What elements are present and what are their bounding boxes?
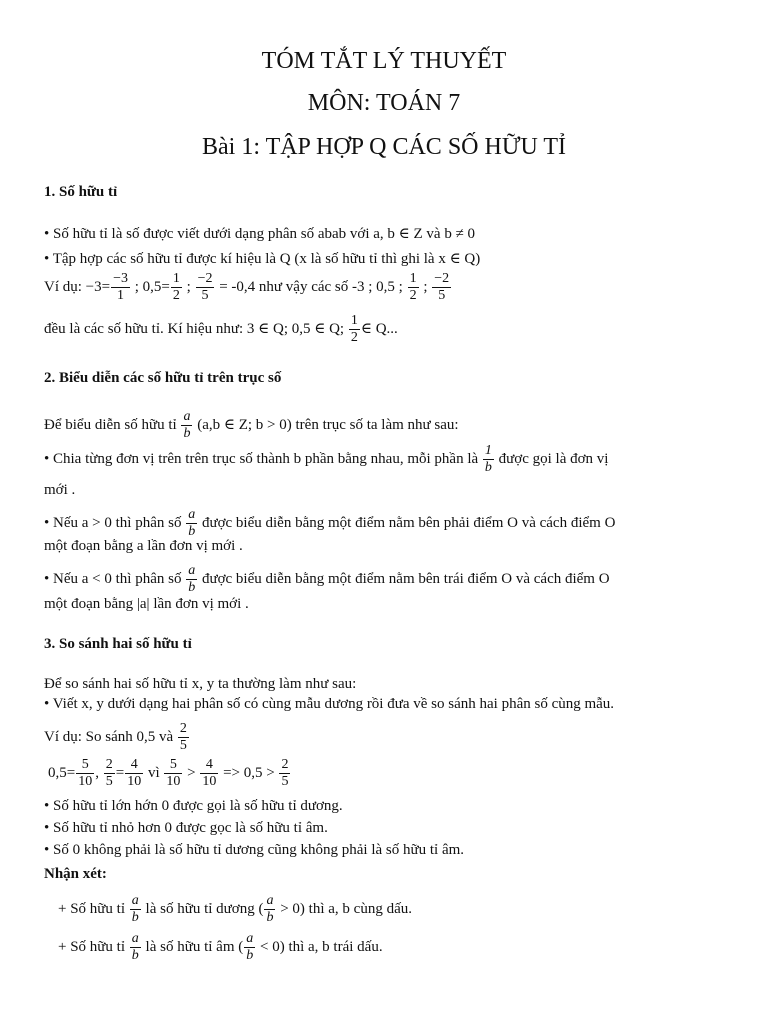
fraction-5-10: $\frac{5}{10}$ xyxy=(78,757,93,789)
s3-remark-2 xyxy=(58,932,383,963)
s3-cmp-a: 0,5= xyxy=(48,764,76,781)
s1-bullet-2: • Tập hợp các số hữu tỉ được kí hiệu là Q (x là số hữu tỉ thì ghi là x ∈ Q) xyxy=(44,251,481,267)
s3-cmp-b: , xyxy=(95,764,99,781)
section-2-heading: 2. Biểu diễn các số hữu tỉ trên trục số xyxy=(44,370,282,386)
s2-bullet-3-cont: một đoạn bằng |a| lần đơn vị mới . xyxy=(44,596,249,612)
s3-bullet-1: • Viết x, y dưới dạng hai phân số có cùng mẫu dương rồi đưa về so sánh hai phân số cùng mẫu. xyxy=(44,696,615,712)
fraction-a-b-6: $\frac{a}{b}$ xyxy=(131,931,139,963)
s1-example-sep2: ; xyxy=(186,278,191,295)
s2-intro xyxy=(44,410,459,441)
s3-intro: Để so sánh hai số hữu tỉ x, y ta thường làm như sau: xyxy=(44,676,357,692)
s3-cmp-c: = xyxy=(115,764,125,781)
s3-remark-2-b: là số hữu tỉ âm ( xyxy=(145,938,244,955)
s1-example-2 xyxy=(44,314,398,345)
s1-example-sep3: ; xyxy=(423,278,428,295)
s3-remark-2-a: + Số hữu tỉ xyxy=(58,938,126,955)
fraction-a-b-7: $\frac{a}{b}$ xyxy=(246,931,254,963)
lesson-title: Bài 1: TẬP HỢP Q CÁC SỐ HỮU TỈ xyxy=(202,134,566,160)
s1-example-prefix: Ví dụ: −3= xyxy=(44,278,111,295)
fraction-1-2-b: $\frac{1}{2}$ xyxy=(409,271,417,303)
s2-intro-b: (a,b ∈ Z; b > 0) trên trục số ta làm như sau: xyxy=(197,416,459,433)
s2-intro-a: Để biểu diễn số hữu tỉ xyxy=(44,416,177,433)
s3-bullet-2: • Số hữu tỉ lớn hớn 0 được gọi là số hữu tỉ dương. xyxy=(44,798,343,814)
s1-example xyxy=(44,272,452,303)
fraction-a-b: $\frac{a}{b}$ xyxy=(183,409,191,441)
s2-bullet-2-a: • Nếu a > 0 thì phân số xyxy=(44,514,182,531)
fraction-4-10: $\frac{4}{10}$ xyxy=(127,757,142,789)
s2-bullet-3-b: được biểu diễn bằng một điểm nằm bên trái điểm O và cách điểm O xyxy=(201,570,610,587)
fraction-2-5-b: $\frac{2}{5}$ xyxy=(105,757,113,789)
s2-bullet-1-cont: mới . xyxy=(44,482,76,498)
s3-example-prefix: Ví dụ: So sánh 0,5 và xyxy=(44,728,174,745)
s3-bullet-4: • Số 0 không phải là số hữu tỉ dương cũng không phải là số hữu tỉ âm. xyxy=(44,842,465,858)
s3-cmp-e: > xyxy=(187,764,196,781)
s3-cmp-d: vì xyxy=(147,764,160,781)
fraction-a-b-4: $\frac{a}{b}$ xyxy=(131,893,139,925)
doc-title: TÓM TẮT LÝ THUYẾT xyxy=(261,48,507,74)
s3-example xyxy=(44,722,190,753)
s3-comparison xyxy=(48,758,291,789)
doc-subject: MÔN: TOÁN 7 xyxy=(307,90,461,116)
fraction-a-b-2: $\frac{a}{b}$ xyxy=(188,507,196,539)
section-3-heading: 3. So sánh hai số hữu tỉ xyxy=(44,636,192,652)
s3-remark-1-a: + Số hữu tỉ xyxy=(58,900,126,917)
section-1-heading: 1. Số hữu tỉ xyxy=(44,184,118,200)
s3-remark-heading: Nhận xét: xyxy=(44,866,107,882)
fraction-1-2-c: $\frac{1}{2}$ xyxy=(350,313,358,345)
fraction-1-b: $\frac{1}{b}$ xyxy=(484,443,492,475)
s2-bullet-2-cont: một đoạn bằng a lần đơn vị mới . xyxy=(44,538,243,554)
s3-cmp-f: => 0,5 > xyxy=(223,764,275,781)
s2-bullet-3-a: • Nếu a < 0 thì phân số xyxy=(44,570,182,587)
fraction-2-5-c: $\frac{2}{5}$ xyxy=(281,757,289,789)
fraction-a-b-5: $\frac{a}{b}$ xyxy=(266,893,274,925)
s2-bullet-1-a: • Chia từng đơn vị trên trên trục số thành b phần bằng nhau, mỗi phần là xyxy=(44,450,479,467)
s2-bullet-2-b: được biểu diễn bằng một điểm nằm bên phải điểm O và cách điểm O xyxy=(201,514,616,531)
fraction-minus2-5: $\frac{-2}{5}$ xyxy=(197,271,213,303)
s3-remark-1-c: > 0) thì a, b cùng dấu. xyxy=(280,900,412,917)
fraction-2-5: $\frac{2}{5}$ xyxy=(179,721,187,753)
s2-bullet-2 xyxy=(44,508,615,539)
s2-bullet-3 xyxy=(44,564,610,595)
fraction-minus3-1: $\frac{-3}{1}$ xyxy=(113,271,128,303)
s1-example-2-suffix: ∈ Q... xyxy=(360,320,398,337)
s1-example-mid: = -0,4 như vậy các số -3 ; 0,5 ; xyxy=(219,278,403,295)
s3-remark-1 xyxy=(58,894,412,925)
s2-bullet-1 xyxy=(44,444,608,475)
s1-example-2-prefix: đều là các số hữu tỉ. Kí hiệu như: 3 ∈ Q; 0,5 ∈ Q; xyxy=(44,320,345,337)
fraction-4-10-b: $\frac{4}{10}$ xyxy=(202,757,217,789)
s3-remark-1-b: là số hữu tỉ dương ( xyxy=(145,900,264,917)
s3-bullet-3: • Số hữu tỉ nhỏ hơn 0 được gọc là số hữu tỉ âm. xyxy=(44,820,328,836)
fraction-5-10-b: $\frac{5}{10}$ xyxy=(166,757,181,789)
s2-bullet-1-b: được gọi là đơn vị xyxy=(498,450,609,467)
s1-bullet-1: • Số hữu tỉ là số được viết dưới dạng phân số abab với a, b ∈ Z và b ≠ 0 xyxy=(44,226,476,242)
fraction-1-2: $\frac{1}{2}$ xyxy=(172,271,180,303)
s3-remark-2-c: < 0) thì a, b trái dấu. xyxy=(259,938,383,955)
fraction-a-b-3: $\frac{a}{b}$ xyxy=(188,563,196,595)
fraction-minus2-5-b: $\frac{-2}{5}$ xyxy=(434,271,450,303)
s1-example-sep1: ; 0,5= xyxy=(134,278,170,295)
